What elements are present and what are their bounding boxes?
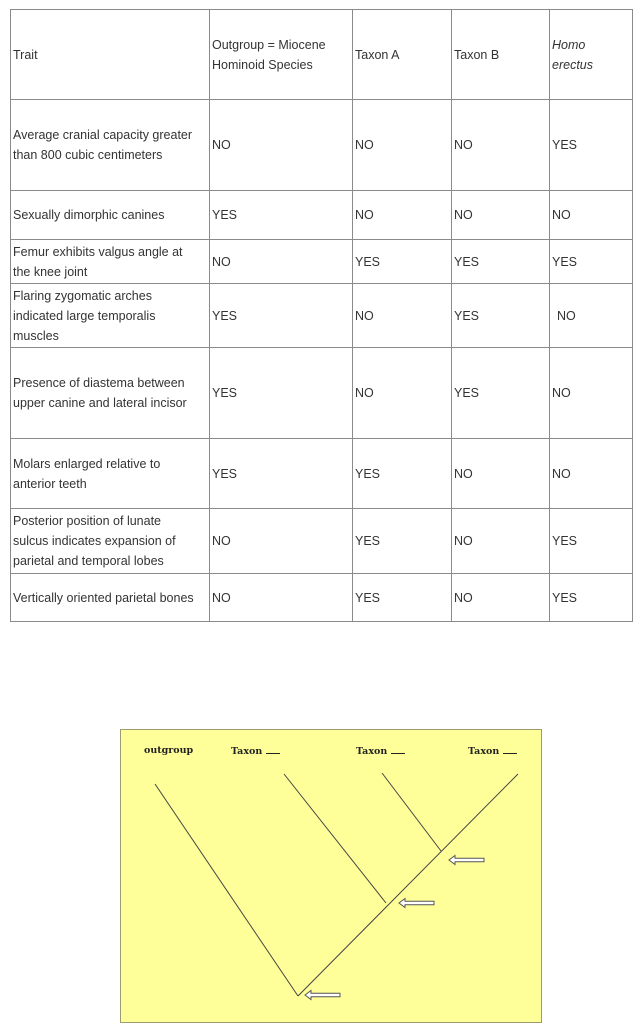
homo-erectus-cell: YES (550, 240, 633, 284)
trait-cell: Posterior position of lunate sulcus indicates expansion of parietal and temporal lobes (11, 509, 210, 574)
outgroup-cell: YES (210, 284, 353, 348)
taxon-b-cell: YES (452, 240, 550, 284)
trait-cell: Flaring zygomatic arches indicated large temporalis muscles (11, 284, 210, 348)
taxon-b-cell: NO (452, 574, 550, 622)
left-arrow-icon (399, 899, 434, 908)
table-row (11, 348, 633, 439)
taxon-b-cell: NO (452, 191, 550, 240)
homo-erectus-cell: YES (550, 509, 633, 574)
outgroup-cell: YES (210, 191, 353, 240)
left-arrow-icon (305, 991, 340, 1000)
header-homo-line2: erectus (552, 57, 593, 72)
taxon-b-cell: NO (452, 439, 550, 509)
outgroup-cell: NO (210, 100, 353, 191)
trait-cell: Vertically oriented parietal bones (11, 574, 210, 622)
branch-taxon-2 (382, 773, 441, 851)
taxon-b-cell: NO (452, 509, 550, 574)
taxon-a-cell: NO (353, 348, 452, 439)
header-taxon-b: Taxon B (452, 10, 550, 100)
homo-erectus-cell: YES (550, 100, 633, 191)
table-row (11, 574, 633, 622)
trait-table (10, 9, 633, 622)
branch-outgroup (155, 784, 298, 996)
trait-cell: Sexually dimorphic canines (11, 191, 210, 240)
homo-erectus-cell: NO (550, 439, 633, 509)
homo-erectus-cell: YES (550, 574, 633, 622)
taxon-a-cell: NO (353, 191, 452, 240)
table-row (11, 191, 633, 240)
label-taxon-3: Taxon (468, 745, 517, 757)
cladogram-tree (121, 730, 541, 1022)
taxon-a-cell: YES (353, 439, 452, 509)
homo-erectus-cell: NO (550, 191, 633, 240)
outgroup-cell: NO (210, 574, 353, 622)
taxon-b-cell: YES (452, 284, 550, 348)
homo-erectus-cell: NO (550, 348, 633, 439)
outgroup-cell: YES (210, 348, 353, 439)
table-row (11, 439, 633, 509)
taxon-b-cell: NO (452, 100, 550, 191)
cladogram (120, 729, 542, 1023)
label-taxon-1: Taxon (231, 745, 280, 757)
taxon-a-cell: YES (353, 574, 452, 622)
taxon-a-cell: YES (353, 509, 452, 574)
left-arrow-icon (449, 856, 484, 865)
header-outgroup-line1: Outgroup = Miocene (212, 37, 326, 52)
header-outgroup (210, 10, 353, 100)
trait-cell: Presence of diastema between upper canine and lateral incisor (11, 348, 210, 439)
outgroup-cell: NO (210, 509, 353, 574)
taxon-a-cell: NO (353, 284, 452, 348)
label-taxon-2: Taxon (356, 745, 405, 757)
outgroup-cell: YES (210, 439, 353, 509)
table-row (11, 284, 633, 348)
trait-cell: Average cranial capacity greater than 800 cubic centimeters (11, 100, 210, 191)
table-header-row (11, 10, 633, 100)
taxon-b-cell: YES (452, 348, 550, 439)
label-outgroup: outgroup (144, 745, 194, 756)
trait-cell: Femur exhibits valgus angle at the knee joint (11, 240, 210, 284)
header-outgroup-line2: Hominoid Species (212, 57, 313, 72)
taxon-a-cell: NO (353, 100, 452, 191)
header-taxon-a: Taxon A (353, 10, 452, 100)
branch-taxon-1 (284, 774, 386, 903)
header-trait: Trait (11, 10, 210, 100)
header-homo-line1: Homo (552, 37, 586, 52)
header-homo-erectus (550, 10, 633, 100)
taxon-a-cell: YES (353, 240, 452, 284)
table-row (11, 509, 633, 574)
outgroup-cell: NO (210, 240, 353, 284)
trait-cell: Molars enlarged relative to anterior teeth (11, 439, 210, 509)
table-row (11, 100, 633, 191)
table-row (11, 240, 633, 284)
homo-erectus-cell: NO (550, 284, 633, 348)
